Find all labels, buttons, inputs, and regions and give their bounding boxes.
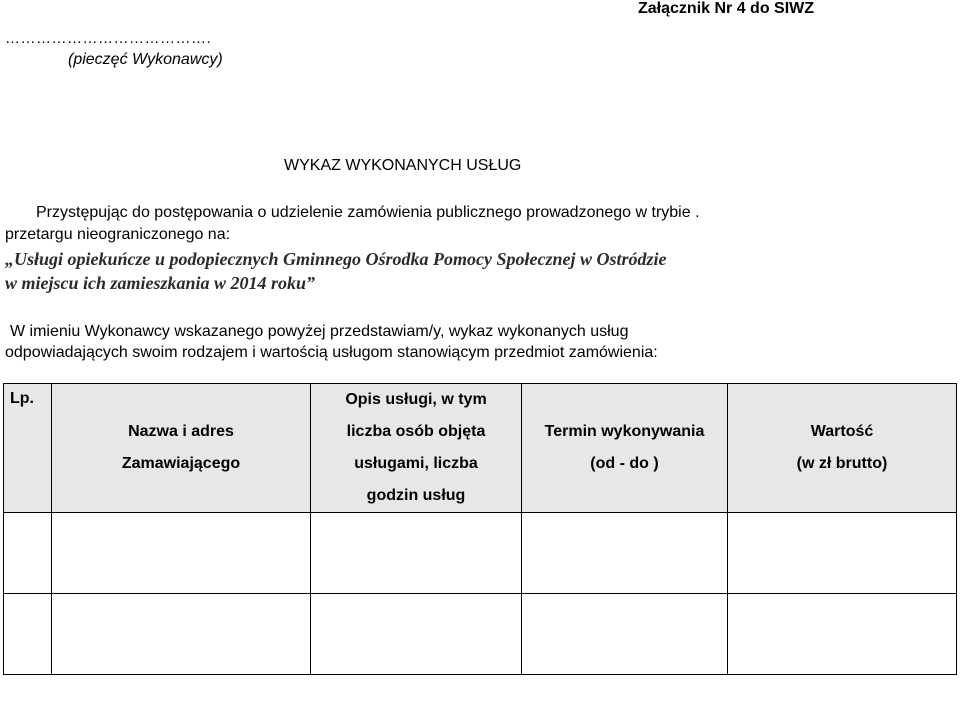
- declaration-line-1: W imieniu Wykonawcy wskazanego powyżej przedstawiam/y, wykaz wykonanych usług: [10, 323, 629, 340]
- stamp-dotted-line: ………………………………….: [5, 30, 212, 47]
- table-row: [4, 513, 957, 594]
- column-header-value-line: (w zł brutto): [796, 455, 888, 472]
- table-cell-client[interactable]: [52, 513, 311, 594]
- services-table: [3, 383, 957, 675]
- table-cell-description[interactable]: [311, 513, 522, 594]
- table-cell-period[interactable]: [522, 513, 728, 594]
- table-cell-period[interactable]: [522, 594, 728, 675]
- intro-line-1: Przystępując do postępowania o udzielenie zamówienia publicznego prowadzonego w trybie .: [36, 204, 700, 221]
- document-title: WYKAZ WYKONANYCH USŁUG: [284, 157, 522, 174]
- column-header-client-line: Zamawiającego: [121, 455, 241, 472]
- table-cell-client[interactable]: [52, 594, 311, 675]
- contractor-stamp-label: (pieczęć Wykonawcy): [68, 51, 223, 68]
- column-header-description-line: usługami, liczba: [354, 455, 478, 472]
- table-cell-lp[interactable]: [4, 513, 52, 594]
- column-header-value: [728, 384, 957, 513]
- column-header-lp: [4, 384, 52, 513]
- table-cell-value[interactable]: [728, 513, 957, 594]
- column-header-client-line: Nazwa i adres: [128, 423, 234, 440]
- column-header-period: [522, 384, 728, 513]
- column-header-period-line: (od - do ): [590, 455, 659, 472]
- column-header-lp-line: Lp.: [10, 390, 34, 407]
- column-header-description-line: liczba osób objęta: [346, 423, 486, 440]
- column-header-description: [311, 384, 522, 513]
- table-cell-lp[interactable]: [4, 594, 52, 675]
- annex-label: Załącznik Nr 4 do SIWZ: [638, 0, 815, 17]
- tender-subject-line-2: w miejscu ich zamieszkania w 2014 roku”: [5, 273, 316, 293]
- declaration-line-2: odpowiadających swoim rodzajem i wartością usługom stanowiącym przedmiot zamówienia:: [5, 344, 658, 361]
- column-header-value-line: Wartość: [810, 423, 874, 440]
- column-header-client: [52, 384, 311, 513]
- column-header-period-line: Termin wykonywania: [544, 423, 705, 440]
- table-cell-value[interactable]: [728, 594, 957, 675]
- column-header-description-line: Opis usługi, w tym: [345, 391, 487, 408]
- column-header-description-line: godzin usług: [366, 487, 466, 504]
- table-cell-description[interactable]: [311, 594, 522, 675]
- table-row: [4, 594, 957, 675]
- table-header-row: [4, 384, 957, 513]
- intro-line-2: przetargu nieograniczonego na:: [5, 226, 231, 243]
- tender-subject-line-1: „Usługi opiekuńcze u podopiecznych Gminnego Ośrodka Pomocy Społecznej w Ostródzie: [5, 249, 667, 269]
